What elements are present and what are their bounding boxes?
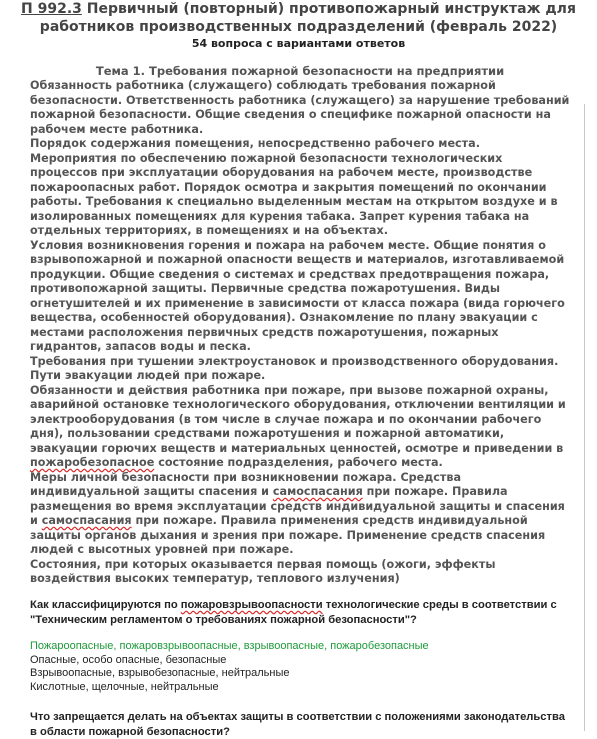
spellcheck-word: пожаровзрывоопасности xyxy=(180,599,323,611)
paragraph-workplace-order: Порядок содержания помещения, непосредственно рабочего места. Мероприятия по обеспечению пожарной безопасности технологических процессов при эксплуатации оборудования на рабочем месте, производстве пожароопасных работ. Порядок осмотра и закрытия помещений по окончании работы. Требования к специально выделенным местам на открытом воздухе и в изолированных помещениях для курения табака. Запрет курения табака на отдельных территориях, в помещениях и на объектах. xyxy=(30,137,558,237)
question-1-text-before: Как классифицируются по xyxy=(30,599,181,611)
question-1-answers xyxy=(30,640,570,695)
spellcheck-word: самоспасания xyxy=(41,514,132,527)
paragraph-worker-actions xyxy=(30,384,570,471)
spellcheck-word: самоспасания xyxy=(272,485,363,498)
answer-option-correct: Пожароопасные, пожаровзрывоопасные, взрывоопасные, пожаробезопасные xyxy=(30,640,429,652)
paragraph-worker-actions-tail: состояние подразделения, рабочего места. xyxy=(154,456,443,469)
spellcheck-word: пожаробезопасное xyxy=(30,456,155,469)
paragraph-first-aid: Состояния, при которых оказывается первая помощь (ожоги, эффекты воздействия высоких температур, теплового излучения) xyxy=(30,557,496,585)
answer-option: Кислотные, щелочные, нейтральные xyxy=(30,681,219,694)
page-border-line xyxy=(584,104,585,731)
document-title-text: Первичный (повторный) противопожарный инструктаж для работников производственных подразделений (февраль 2022) xyxy=(39,1,576,35)
document-code[interactable]: П 992.3 xyxy=(21,1,82,17)
paragraph-fire-conditions: Условия возникновения горения и пожара на рабочем месте. Общие понятия о взрывопожарной и пожарной опасности веществ и материалов, изготавливаемой продукции. Общие сведения о системах и средствах предотвращения пожара, противопожарной защиты. Первичные средства пожаротушения. Виды огнетушителей и их применение в зависимости от класса пожара (вида горючего вещества, особенностей оборудования). Ознакомление по плану эвакуации с местами расположения первичных средств пожаротушения, пожарных гидрантов, запасов воды и песка. xyxy=(30,238,565,353)
question-1-text-after: технологические среды в соответствии с "Техническим регламентом о требованиях пожарной безопасности"? xyxy=(30,599,557,626)
paragraph-personal-safety-text-3: при пожаре. Правила применения средств индивидуальной защиты органов дыхания и зрения при пожаре. Применение средств спасения людей с высотных уровней при пожаре. xyxy=(30,514,546,556)
paragraph-duties: Обязанность работника (служащего) соблюдать требования пожарной безопасности. Ответственность работника (служащего) за нарушение требований пожарной безопасности. Общие сведения о специфике пожарной опасности на рабочем месте работника. xyxy=(30,79,570,136)
document-title xyxy=(10,0,587,36)
topic-body xyxy=(30,79,570,587)
paragraph-personal-safety xyxy=(30,471,570,558)
question-1 xyxy=(30,598,570,627)
answer-option: Взрывоопасные, взрывобезопасные, нейтральные xyxy=(30,667,290,680)
paragraph-personal-safety-text-2: при пожаре. Правила размещения во время эксплуатации средств индивидуальной защиты и спасения и xyxy=(30,485,565,527)
paragraph-personal-safety-text-1: Меры личной безопасности при возникновении пожара. Средства индивидуальной защиты спасения и xyxy=(30,470,462,498)
paragraph-worker-actions-text: Обязанности и действия работника при пожаре, при вызове пожарной охраны, аварийной остановке технологического оборудования, отключении вентиляции и электрооборудования (в том числе в случае пожара и по окончании рабочего дня), пользовании средствами пожаротушения и пожарной автоматики, эвакуации горючих веществ и материальных ценностей, осмотре и приведении в xyxy=(30,383,566,455)
topic-title: Тема 1. Требования пожарной безопасности на предприятии xyxy=(95,64,505,78)
answer-option: Опасные, особо опасные, безопасные xyxy=(30,653,227,666)
question-2: Что запрещается делать на объектах защиты в соответствии с положениями законодательства в области пожарной безопасности? xyxy=(30,711,565,738)
paragraph-extinguishing-requirements: Требования при тушении электроустановок и производственного оборудования. Пути эвакуации людей при пожаре. xyxy=(30,354,559,382)
document-subtitle: 54 вопроса с вариантами ответов xyxy=(191,37,406,50)
